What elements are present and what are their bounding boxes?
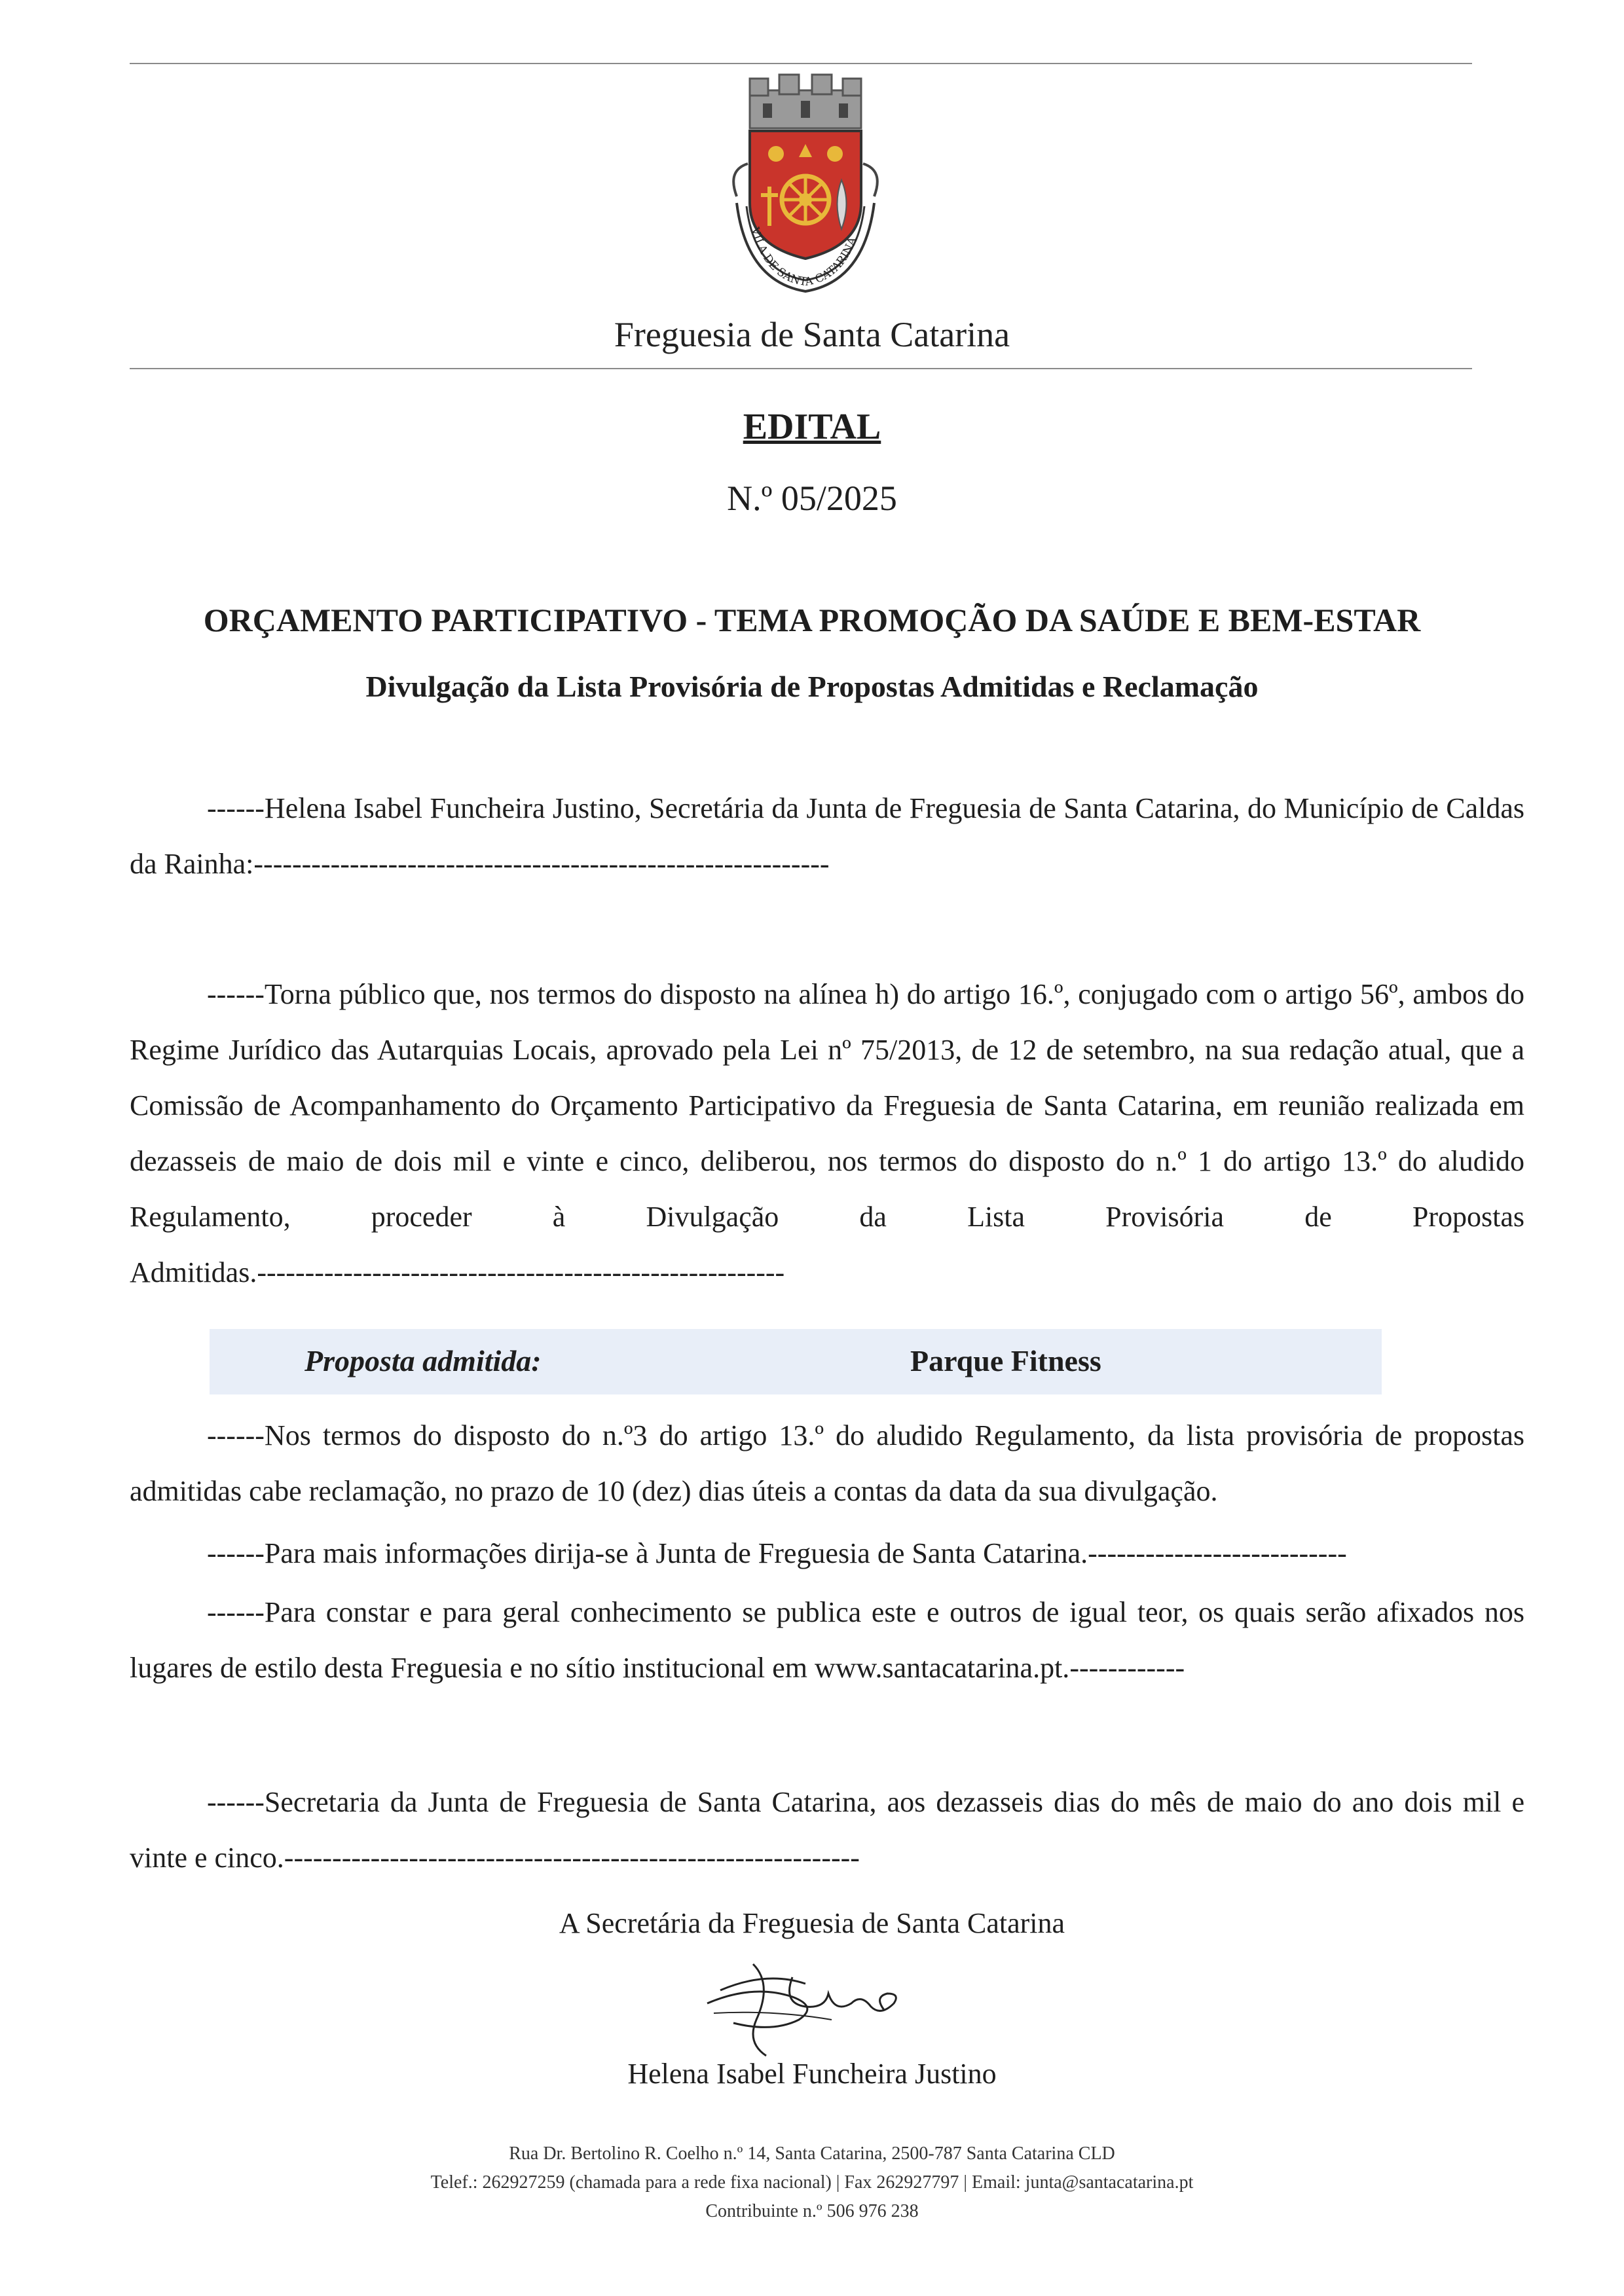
paragraph-5: ------Para constar e para geral conhecimento se publica este e outros de igual teor, os quais serão afixados nos lugares de estilo desta Freguesia e no sítio institucional em www.santacatarina.pt.------------ (130, 1596, 1524, 1684)
paragraph-3-text: ------Nos termos do disposto do n.º3 do artigo 13.º do aludido Regulamento, da lista provisória de propostas admitidas cabe reclamação, no prazo de 10 (dez) dias úteis a contas da data da sua divulgação. (130, 1419, 1524, 1507)
paragraph-3 (130, 1408, 1524, 1519)
footer-contacts: Telef.: 262927259 (chamada para a rede fixa nacional) | Fax 262927797 | Email: junta@santacatarina.pt (430, 2172, 1194, 2193)
paragraph-1: ------Helena Isabel Funcheira Justino, Secretária da Junta de Freguesia de Santa Catarina, do Município de Caldas da Rainha:------------------------------------------------------------ (130, 792, 1524, 880)
signature-title: A Secretária da Freguesia de Santa Catarina (559, 1907, 1065, 1939)
signatory-name: Helena Isabel Funcheira Justino (627, 2058, 997, 2090)
organization-name: Freguesia de Santa Catarina (614, 315, 1010, 354)
paragraph-6: ------Secretaria da Junta de Freguesia de Santa Catarina, aos dezasseis dias do mês de maio do ano dois mil e vinte e cinco.------------------------------------------------------------ (130, 1786, 1524, 1874)
handwritten-signature-icon (694, 1958, 910, 2062)
paragraph-1-text: ------Helena Isabel Funcheira Justino, Secretária da Junta de Freguesia de Santa Catarina, do Município de Caldas da Rainha: (130, 792, 1524, 880)
proposal-value: Parque Fitness (910, 1344, 1101, 1377)
paragraph-6-text: ------Secretaria da Junta de Freguesia de Santa Catarina, aos dezasseis dias do mês de maio do ano dois mil e vinte e cinco. (130, 1786, 1524, 1874)
footer-address: Rua Dr. Bertolino R. Coelho n.º 14, Santa Catarina, 2500-787 Santa Catarina CLD (509, 2143, 1115, 2164)
header-rule (130, 368, 1472, 369)
proposal-label: Proposta admitida: (304, 1344, 542, 1377)
paragraph-2: ------Torna público que, nos termos do disposto na alínea h) do artigo 16.º, conjugado com o artigo 56º, ambos do Regime Jurídico das Autarquias Locais, aprovado pela Lei nº 75/2013, de 12 de setembro, na sua redação atual, que a Comissão de Acompanhamento do Orçamento Participativo da Freguesia de Santa Catarina, em reunião realizada em dezasseis de maio de dois mil e vinte e cinco, deliberou, nos termos do disposto do n.º 1 do artigo 13.º do aludido Regulamento, proceder à Divulgação da Lista Provisória de Propostas Admitidas.------------------------------------------------------- (130, 978, 1524, 1288)
paragraph-2-text: ------Torna público que, nos termos do disposto na alínea h) do artigo 16.º, conjugado com o artigo 56º, ambos do Regime Jurídico das Autarquias Locais, aprovado pela Lei nº 75/2013, de 12 de setembro, na sua redação atual, que a Comissão de Acompanhamento do Orçamento Participativo da Freguesia de Santa Catarina, em reunião realizada em dezasseis de maio de dois mil e vinte e cinco, deliberou, nos termos do disposto do n.º 1 do artigo 13.º do aludido Regulamento, proceder à Divulgação da Lista Provisória de Propostas Admitidas. (130, 978, 1524, 1288)
document-type: EDITAL (743, 407, 881, 447)
document-subtitle: Divulgação da Lista Provisória de Propostas Admitidas e Reclamação (365, 670, 1259, 703)
document-number: N.º 05/2025 (727, 479, 897, 518)
footer-taxpayer: Contribuinte n.º 506 976 238 (705, 2201, 919, 2221)
document-title: ORÇAMENTO PARTICIPATIVO - TEMA PROMOÇÃO DA SAÚDE E BEM-ESTAR (203, 602, 1421, 638)
crest-text: VILA DE SANTA CATARINA (748, 225, 860, 289)
coat-of-arms-icon (707, 72, 904, 301)
paragraph-5-text: ------Para constar e para geral conhecimento se publica este e outros de igual teor, os quais serão afixados nos lugares de estilo desta Freguesia e no sítio institucional em www.santacatarina.pt. (130, 1596, 1524, 1684)
paragraph-4: ------Para mais informações dirija-se à Junta de Freguesia de Santa Catarina.--------------------------- (207, 1537, 1347, 1569)
top-rule (130, 63, 1472, 64)
paragraph-4-text: ------Para mais informações dirija-se à Junta de Freguesia de Santa Catarina. (207, 1537, 1088, 1569)
